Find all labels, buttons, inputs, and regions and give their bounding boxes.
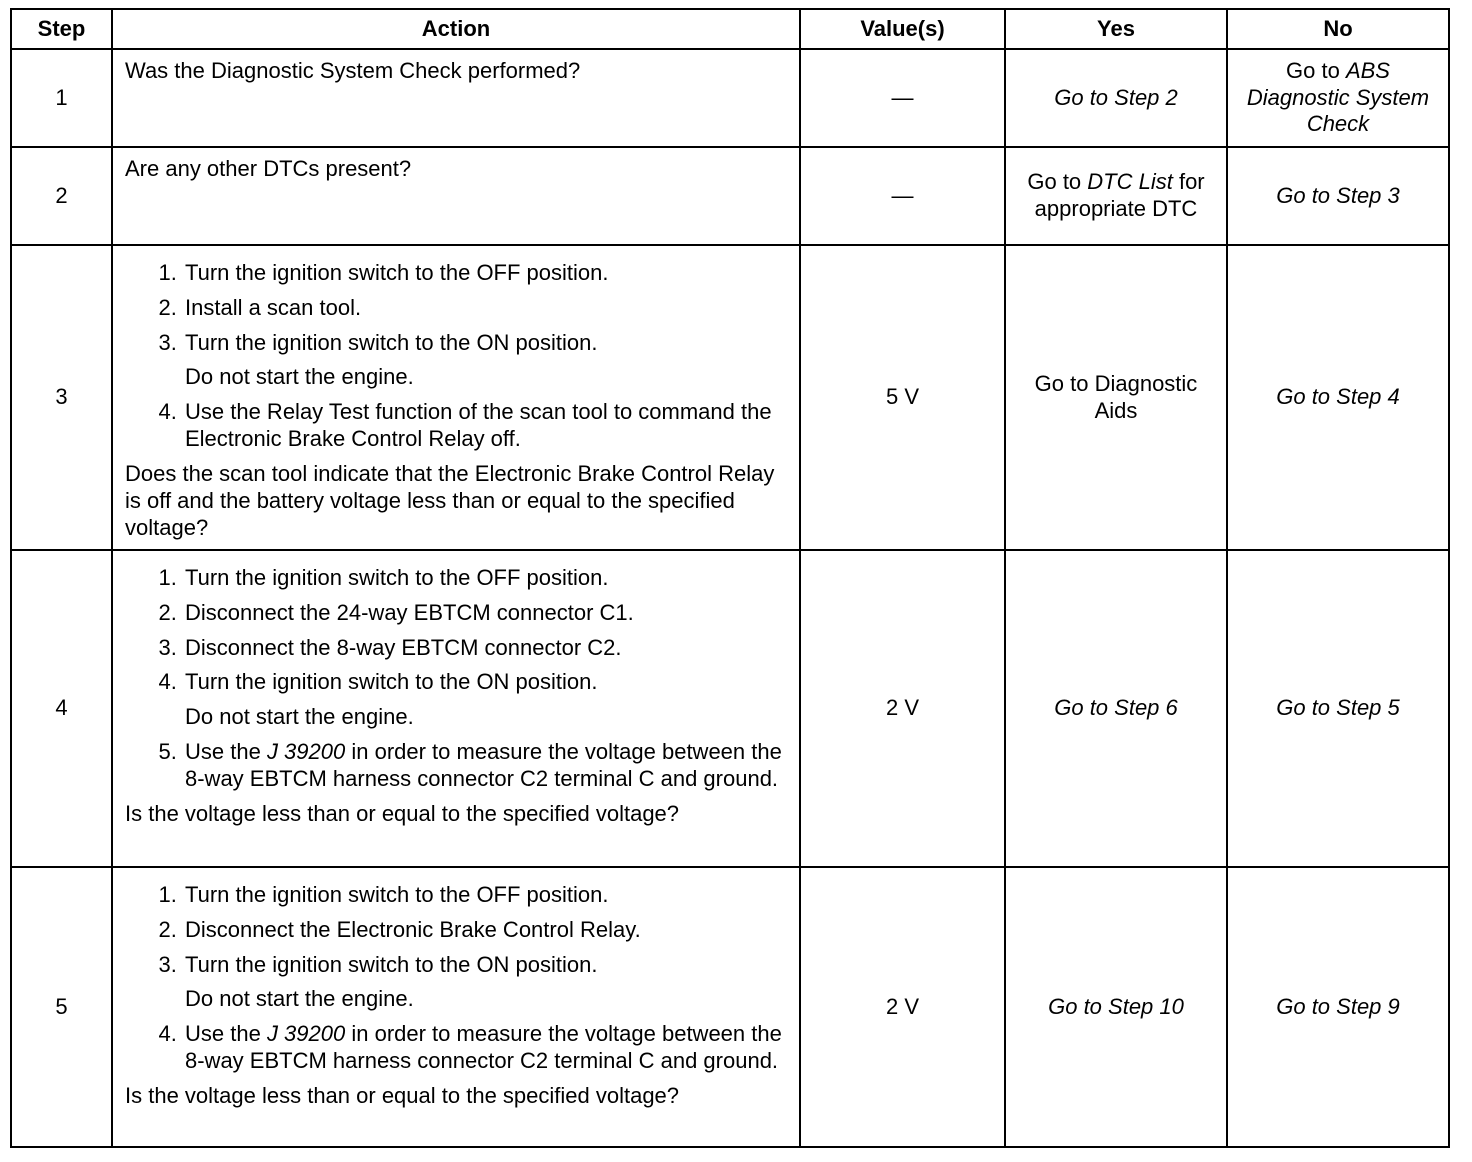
action-cell (112, 49, 800, 147)
procedure-item-text: Turn the ignition switch to the ON position. (185, 329, 598, 355)
question-text: Is the voltage less than or equal to the specified voltage? (125, 800, 680, 826)
diagnostic-table (10, 8, 1450, 1148)
procedure-item (183, 952, 789, 1014)
header-yes: Yes (1005, 9, 1227, 49)
yes-cell (1005, 245, 1227, 550)
yes-text: Go to (1027, 169, 1088, 195)
action-cell (112, 550, 800, 867)
yes-link[interactable]: Go to Step 2 (1054, 84, 1178, 110)
procedure-list (125, 565, 789, 793)
header-row (11, 9, 1449, 49)
table-row (11, 245, 1449, 550)
no-cell (1227, 867, 1449, 1147)
action-cell (112, 147, 800, 245)
procedure-item (183, 1021, 789, 1075)
value-cell: 2 V (800, 550, 1005, 867)
header-values: Value(s) (800, 9, 1005, 49)
procedure-item (183, 330, 789, 392)
table-row (11, 550, 1449, 867)
question-text: Does the scan tool indicate that the Electronic Brake Control Relay is off and the battery voltage less than or equal to the specified voltage? (125, 460, 775, 540)
no-cell (1227, 550, 1449, 867)
no-link[interactable]: Go to Step 9 (1276, 993, 1400, 1019)
procedure-item-text: in order to measure the voltage between the 8-way EBTCM harness connector C2 terminal C and ground. (185, 739, 782, 791)
procedure-item: 1. Turn the ignition switch to the OFF position. (183, 565, 789, 592)
step-number: 4 (11, 550, 112, 867)
procedure-item (183, 739, 789, 793)
procedure-item-text: in order to measure the voltage between the 8-way EBTCM harness connector C2 terminal C and ground. (185, 1021, 782, 1074)
procedure-note: Do not start the engine. (185, 364, 414, 390)
procedure-note: Do not start the engine. (185, 704, 414, 730)
table-row (11, 49, 1449, 147)
table-row (11, 147, 1449, 245)
procedure-item: 1. Turn the ignition switch to the OFF position. (183, 260, 789, 287)
no-cell (1227, 49, 1449, 147)
procedure-item-text: Turn the ignition switch to the ON position. (185, 669, 598, 695)
yes-cell (1005, 49, 1227, 147)
action-cell (112, 867, 800, 1147)
value-cell: 5 V (800, 245, 1005, 550)
procedure-item: 2. Disconnect the Electronic Brake Control Relay. (183, 917, 789, 944)
question-text: Are any other DTCs present? (125, 156, 412, 181)
procedure-item-text: Use the (185, 1021, 267, 1047)
no-link[interactable]: Go to Step 5 (1276, 695, 1400, 721)
no-link[interactable]: Go to Step 4 (1276, 384, 1400, 410)
procedure-item: 4. Use the Relay Test function of the scan tool to command the Electronic Brake Control Relay off. (183, 399, 789, 453)
question-text: Was the Diagnostic System Check performed? (125, 58, 581, 83)
yes-cell (1005, 147, 1227, 245)
header-step: Step (11, 9, 112, 49)
procedure-item: 2. Disconnect the 24-way EBTCM connector C1. (183, 600, 789, 627)
step-number: 2 (11, 147, 112, 245)
yes-link[interactable]: Go to Diagnostic Aids (1034, 370, 1198, 423)
header-no: No (1227, 9, 1449, 49)
yes-link[interactable]: DTC List (1087, 169, 1173, 195)
procedure-list (125, 260, 789, 453)
value-cell: — (800, 49, 1005, 147)
value-cell: — (800, 147, 1005, 245)
action-cell (112, 245, 800, 550)
value-cell: 2 V (800, 867, 1005, 1147)
yes-link[interactable]: Go to Step 10 (1048, 993, 1184, 1019)
tool-reference: J 39200 (266, 1021, 346, 1047)
procedure-item-text: Turn the ignition switch to the ON position. (185, 951, 598, 977)
step-number: 1 (11, 49, 112, 147)
procedure-item: 1. Turn the ignition switch to the OFF position. (183, 882, 789, 909)
no-link[interactable]: Go to Step 3 (1276, 182, 1400, 208)
yes-cell (1005, 867, 1227, 1147)
header-action: Action (112, 9, 800, 49)
step-number: 5 (11, 867, 112, 1147)
no-cell (1227, 147, 1449, 245)
no-cell (1227, 245, 1449, 550)
procedure-item (183, 669, 789, 731)
procedure-item: 3. Disconnect the 8-way EBTCM connector C2. (183, 635, 789, 662)
procedure-item: 2. Install a scan tool. (183, 295, 789, 322)
question-text: Is the voltage less than or equal to the specified voltage? (125, 1082, 680, 1108)
procedure-note: Do not start the engine. (185, 986, 414, 1012)
yes-text-post: for appropriate DTC (1034, 169, 1205, 221)
table-row (11, 867, 1449, 1147)
tool-reference: J 39200 (266, 739, 346, 765)
procedure-item-text: Use the (185, 739, 267, 765)
yes-link[interactable]: Go to Step 6 (1054, 695, 1178, 721)
step-number: 3 (11, 245, 112, 550)
procedure-list (125, 882, 789, 1075)
yes-cell (1005, 550, 1227, 867)
no-link[interactable]: ABS Diagnostic System Check (1246, 57, 1430, 137)
no-text: Go to (1286, 57, 1346, 83)
